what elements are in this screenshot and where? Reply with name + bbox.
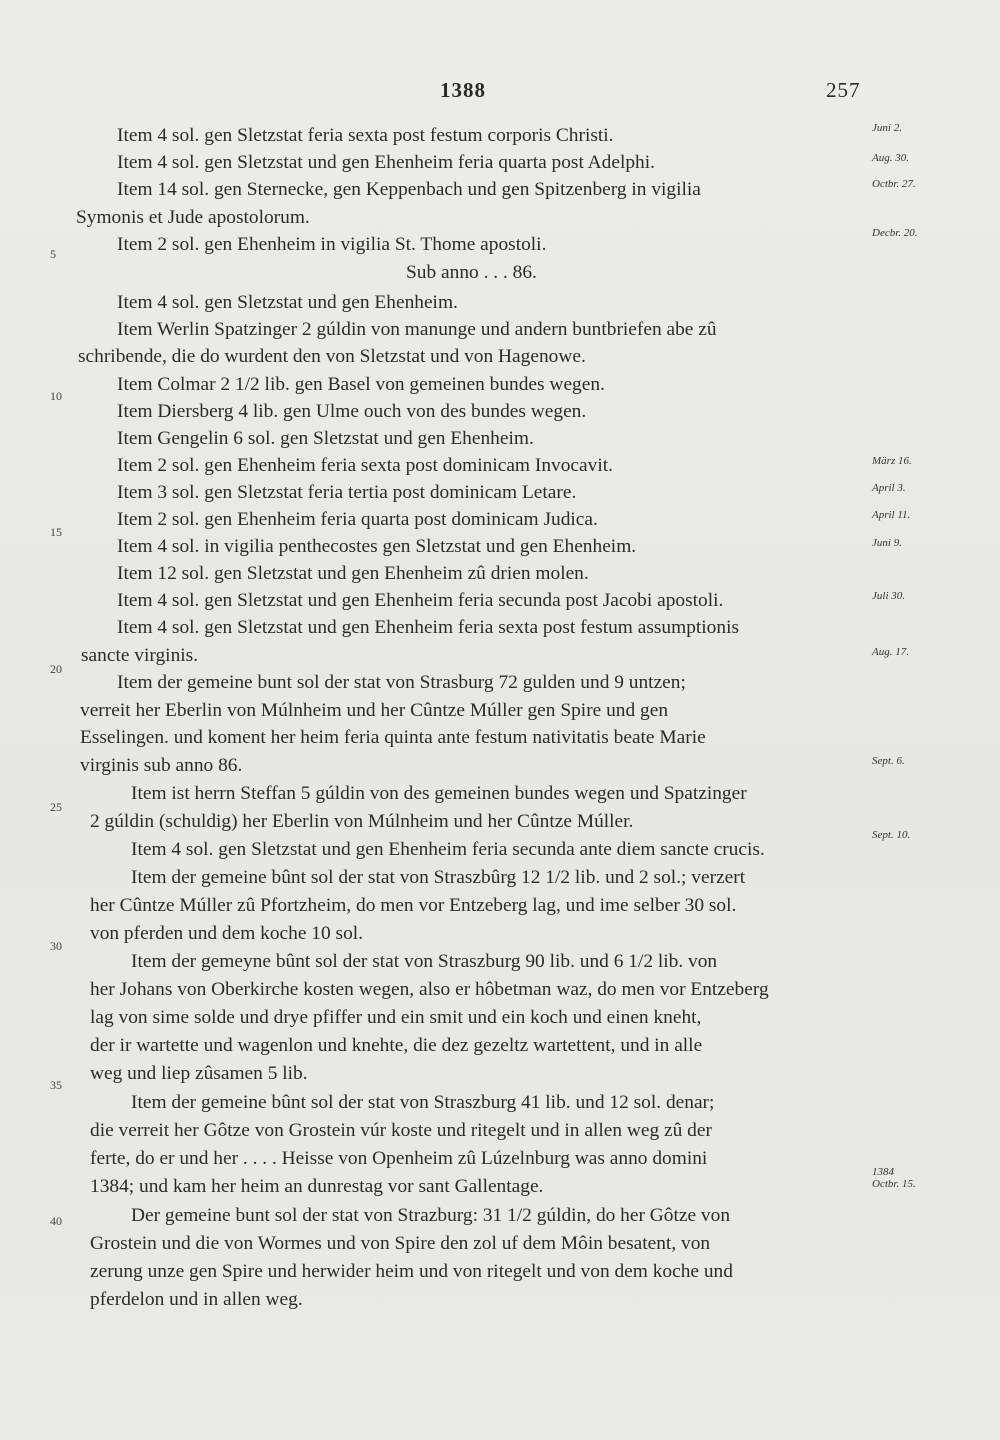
text-line: die verreit her Gôtze von Grostein vúr koste und ritegelt und in allen weg zû der xyxy=(90,1120,712,1141)
margin-date-note: März 16. xyxy=(872,455,912,467)
text-line: Der gemeine bunt sol der stat von Strazburg: 31 1/2 gúldin, do her Gôtze von xyxy=(131,1205,731,1226)
text-line: Item 4 sol. in vigilia penthecostes gen Sletzstat und gen Ehenheim. xyxy=(117,536,637,557)
margin-date-note: April 11. xyxy=(872,509,911,521)
text-line: Sub anno . . . 86. xyxy=(406,262,537,283)
margin-date-note: Sept. 6. xyxy=(872,755,905,767)
text-line: Grostein und die von Wormes und von Spire den zol uf dem Môin besatent, von xyxy=(90,1233,711,1254)
text-line: 1384; und kam her heim an dunrestag vor sant Gallentage. xyxy=(90,1176,544,1197)
text-line: Item 2 sol. gen Ehenheim in vigilia St. Thome apostoli. xyxy=(117,234,547,255)
text-line: der ir wartette und wagenlon und knehte, die dez gezeltz wartettent, und in alle xyxy=(90,1035,703,1056)
text-line: lag von sime solde und drye pfiffer und ein smit und ein koch und einen kneht, xyxy=(90,1007,702,1028)
running-header-year: 1388 xyxy=(440,78,486,102)
text-line: Item 4 sol. gen Sletzstat und gen Ehenheim feria secunda ante diem sancte crucis. xyxy=(131,839,765,860)
text-line: Item 4 sol. gen Sletzstat feria sexta post festum corporis Christi. xyxy=(117,125,614,146)
text-line: Item 4 sol. gen Sletzstat und gen Ehenheim feria quarta post Adelphi. xyxy=(117,152,655,173)
margin-date-note: Octbr. 15. xyxy=(872,1178,916,1190)
margin-date-note: Juni 9. xyxy=(872,537,902,549)
text-line: 2 gúldin (schuldig) her Eberlin von Múlnheim und her Cûntze Múller. xyxy=(90,811,634,832)
text-line: Item Werlin Spatzinger 2 gúldin von manunge und andern buntbriefen abe zû xyxy=(117,319,717,340)
text-line: schribende, die do wurdent den von Sletzstat und von Hagenowe. xyxy=(78,346,586,367)
text-line: Item 4 sol. gen Sletzstat und gen Ehenheim feria secunda post Jacobi apostoli. xyxy=(117,590,724,611)
text-line: Item Colmar 2 1/2 lib. gen Basel von gemeinen bundes wegen. xyxy=(117,374,605,395)
margin-date-note: April 3. xyxy=(872,482,906,494)
text-line: pferdelon und in allen weg. xyxy=(90,1289,303,1310)
text-line: Item 12 sol. gen Sletzstat und gen Ehenheim zû drien molen. xyxy=(117,563,589,584)
text-line: Item der gemeine bûnt sol der stat von Straszbûrg 12 1/2 lib. und 2 sol.; verzert xyxy=(131,867,746,888)
text-line: Item 4 sol. gen Sletzstat und gen Ehenheim. xyxy=(117,292,458,313)
text-line: ferte, do er und her . . . . Heisse von Openheim zû Lúzelnburg was anno domini xyxy=(90,1148,708,1169)
line-number: 25 xyxy=(50,800,62,814)
page-number: 257 xyxy=(826,78,861,102)
line-number: 40 xyxy=(50,1214,62,1228)
text-line: von pferden und dem koche 10 sol. xyxy=(90,923,364,944)
margin-date-note: Aug. 30. xyxy=(872,152,909,164)
text-line: Item ist herrn Steffan 5 gúldin von des gemeinen bundes wegen und Spatzinger xyxy=(131,783,747,804)
text-line: Esselingen. und koment her heim feria quinta ante festum nativitatis beate Marie xyxy=(80,727,706,748)
margin-date-note: 1384 xyxy=(872,1166,894,1178)
text-line: her Johans von Oberkirche kosten wegen, also er hôbetman waz, do men vor Entzeberg xyxy=(90,979,769,1000)
text-line: verreit her Eberlin von Múlnheim und her Cûntze Múller gen Spire und gen xyxy=(80,700,669,721)
text-line: Item 2 sol. gen Ehenheim feria sexta post dominicam Invocavit. xyxy=(117,455,613,476)
text-line: Item 14 sol. gen Sternecke, gen Keppenbach und gen Spitzenberg in vigilia xyxy=(117,179,701,200)
text-line: Item 3 sol. gen Sletzstat feria tertia post dominicam Letare. xyxy=(117,482,577,503)
margin-date-note: Aug. 17. xyxy=(872,646,909,658)
line-number: 10 xyxy=(50,389,62,403)
text-line: Symonis et Jude apostolorum. xyxy=(76,207,310,228)
text-line: Item Diersberg 4 lib. gen Ulme ouch von des bundes wegen. xyxy=(117,401,587,422)
text-line: Item der gemeine bunt sol der stat von Strasburg 72 gulden und 9 untzen; xyxy=(117,672,686,693)
text-line: zerung unze gen Spire und herwider heim und von ritegelt und von dem koche und xyxy=(90,1261,733,1282)
text-line: Item der gemeyne bûnt sol der stat von Straszburg 90 lib. und 6 1/2 lib. von xyxy=(131,951,718,972)
margin-date-note: Juli 30. xyxy=(872,590,905,602)
margin-date-note: Juni 2. xyxy=(872,122,902,134)
text-line: her Cûntze Múller zû Pfortzheim, do men vor Entzeberg lag, und ime selber 30 sol. xyxy=(90,895,737,916)
text-line: sancte virginis. xyxy=(81,645,199,666)
line-number: 20 xyxy=(50,662,62,676)
margin-date-note: Sept. 10. xyxy=(872,829,911,841)
text-line: weg und liep zûsamen 5 lib. xyxy=(90,1063,308,1084)
line-number: 15 xyxy=(50,525,62,539)
line-number: 35 xyxy=(50,1078,62,1092)
text-line: virginis sub anno 86. xyxy=(80,755,243,776)
text-line: Item 2 sol. gen Ehenheim feria quarta post dominicam Judica. xyxy=(117,509,598,530)
margin-date-note: Octbr. 27. xyxy=(872,178,916,190)
text-line: Item Gengelin 6 sol. gen Sletzstat und gen Ehenheim. xyxy=(117,428,534,449)
text-line: Item der gemeine bûnt sol der stat von Straszburg 41 lib. und 12 sol. denar; xyxy=(131,1092,715,1113)
margin-date-note: Decbr. 20. xyxy=(872,227,918,239)
line-number: 30 xyxy=(50,939,62,953)
line-number: 5 xyxy=(50,247,56,261)
text-line: Item 4 sol. gen Sletzstat und gen Ehenheim feria sexta post festum assumptionis xyxy=(117,617,739,638)
